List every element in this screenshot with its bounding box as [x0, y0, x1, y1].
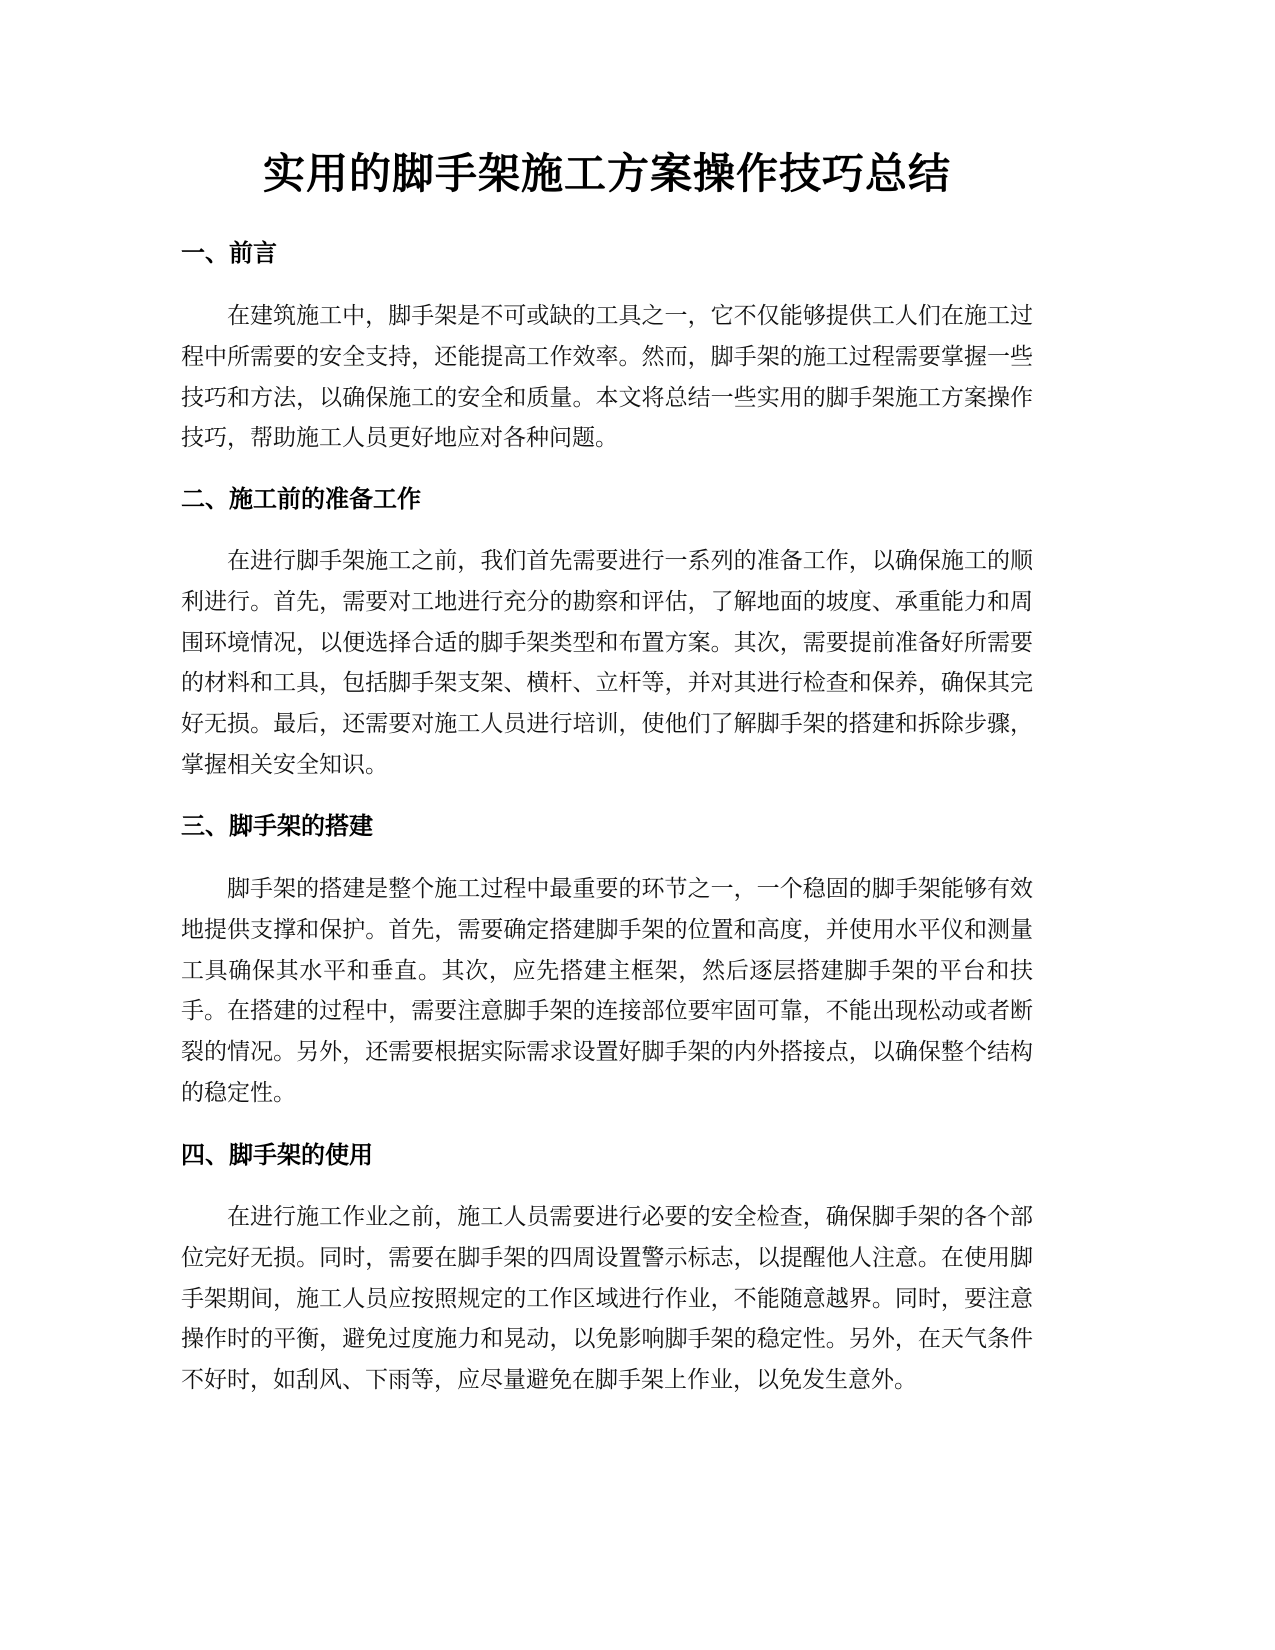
section-heading-usage: 四、脚手架的使用: [181, 1141, 373, 1169]
section-paragraph-assembly: 脚手架的搭建是整个施工过程中最重要的环节之一，一个稳固的脚手架能够有效地提供支撑和保护。首先，需要确定搭建脚手架的位置和高度，并使用水平仪和测量工具确保其水平和垂直。其次，应先搭建主框架，然后逐层搭建脚手架的平台和扶手。在搭建的过程中，需要注意脚手架的连接部位要牢固可靠，不能出现松动或者断裂的情况。另外，还需要根据实际需求设置好脚手架的内外搭接点，以确保整个结构的稳定性。: [181, 876, 1033, 1106]
document-title: 实用的脚手架施工方案操作技巧总结: [262, 149, 951, 198]
section-heading-preparation: 二、施工前的准备工作: [181, 485, 421, 513]
section-paragraph-usage: 在进行施工作业之前，施工人员需要进行必要的安全检查，确保脚手架的各个部位完好无损。同时，需要在脚手架的四周设置警示标志，以提醒他人注意。在使用脚手架期间，施工人员应按照规定的工作区域进行作业，不能随意越界。同时，要注意操作时的平衡，避免过度施力和晃动，以免影响脚手架的稳定性。另外，在天气条件不好时，如刮风、下雨等，应尽量避免在脚手架上作业，以免发生意外。: [181, 1204, 1033, 1394]
section-heading-assembly: 三、脚手架的搭建: [181, 812, 373, 840]
section-paragraph-preface: 在建筑施工中，脚手架是不可或缺的工具之一，它不仅能够提供工人们在施工过程中所需要的安全支持，还能提高工作效率。然而，脚手架的施工过程需要掌握一些技巧和方法，以确保施工的安全和质量。本文将总结一些实用的脚手架施工方案操作技巧，帮助施工人员更好地应对各种问题。: [181, 303, 1033, 452]
section-heading-preface: 一、前言: [181, 239, 277, 267]
section-paragraph-preparation: 在进行脚手架施工之前，我们首先需要进行一系列的准备工作，以确保施工的顺利进行。首先，需要对工地进行充分的勘察和评估，了解地面的坡度、承重能力和周围环境情况，以便选择合适的脚手架类型和布置方案。其次，需要提前准备好所需要的材料和工具，包括脚手架支架、横杆、立杆等，并对其进行检查和保养，确保其完好无损。最后，还需要对施工人员进行培训，使他们了解脚手架的搭建和拆除步骤，掌握相关安全知识。: [181, 548, 1033, 778]
